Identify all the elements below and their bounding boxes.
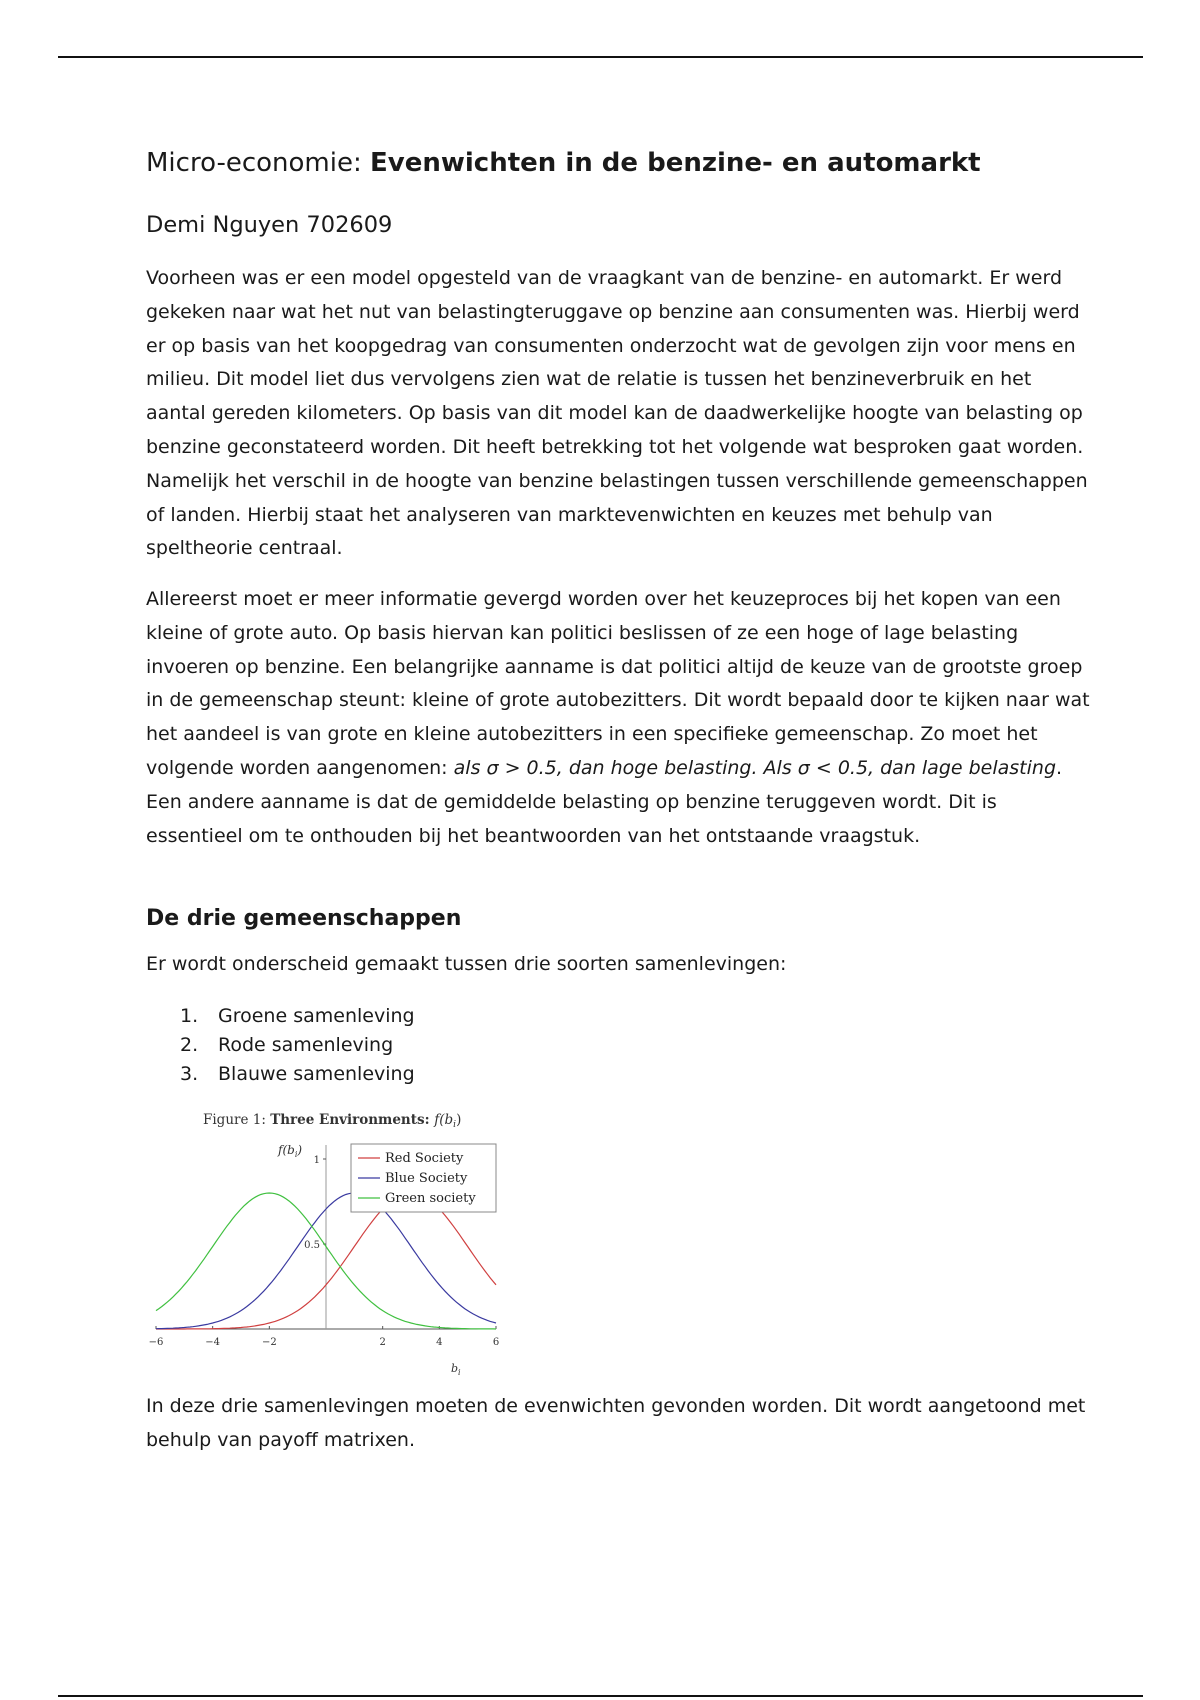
- paragraph-assumptions-part2: . Een andere aanname is dat de gemiddelde belasting op benzine teruggeven wordt. Dit is essentieel om te onthouden bij het beantwoorden van het ontstaande vraagstuk.: [146, 756, 1063, 847]
- y-tick-label: 0.5: [304, 1240, 320, 1251]
- top-rule: [58, 56, 1143, 58]
- x-tick-label: 6: [492, 1337, 500, 1348]
- x-tick-label: 2: [379, 1337, 386, 1348]
- document-title: [146, 148, 981, 178]
- figure-caption-bold: Three Environments:: [270, 1112, 435, 1128]
- legend-label-blue: Blue Society: [385, 1171, 468, 1186]
- title-prefix: Micro-economie:: [146, 148, 370, 178]
- x-tick-label: −6: [148, 1337, 164, 1348]
- list-item: [180, 1060, 415, 1089]
- figure-three-environments: [146, 1104, 506, 1384]
- y-tick-label: 1: [313, 1155, 320, 1166]
- list-number: 2.: [180, 1034, 199, 1056]
- list-number: 1.: [180, 1005, 199, 1027]
- x-axis-label-sub: i: [458, 1368, 461, 1377]
- paragraph-conclusion: In deze drie samenlevingen moeten de evenwichten gevonden worden. Dit wordt aangetoond met behulp van payoff matrixen.: [146, 1395, 1086, 1451]
- legend-label-green: Green society: [385, 1191, 476, 1206]
- x-axis-label-main: b: [451, 1362, 459, 1375]
- list-item: [180, 1031, 415, 1060]
- y-axis-label: [277, 1143, 302, 1159]
- legend: [351, 1144, 496, 1212]
- paragraph-assumptions-italic: als σ > 0.5, dan hoge belasting. Als σ < 0.5, dan lage belasting: [453, 756, 1057, 779]
- figure-caption: [203, 1112, 461, 1130]
- title-bold: Evenwichten in de benzine- en automarkt: [370, 148, 981, 178]
- society-list: [180, 1002, 415, 1089]
- list-text: Groene samenleving: [218, 1005, 415, 1027]
- list-text: Rode samenleving: [218, 1034, 394, 1056]
- paragraph-assumptions: [146, 583, 1096, 853]
- y-axis-label-close: ): [297, 1143, 303, 1157]
- figure-caption-close: ): [456, 1112, 462, 1128]
- list-item: [180, 1002, 415, 1031]
- y-axis-label-sub: i: [294, 1150, 298, 1159]
- x-axis-label: [451, 1362, 461, 1377]
- x-tick-label: 4: [436, 1337, 443, 1348]
- legend-label-red: Red Society: [385, 1151, 464, 1166]
- y-axis-label-main: f(b: [278, 1143, 295, 1157]
- section-intro: Er wordt onderscheid gemaakt tussen drie soorten samenlevingen:: [146, 953, 787, 975]
- x-tick-label: −4: [205, 1337, 221, 1348]
- figure-caption-prefix: Figure 1:: [203, 1112, 271, 1128]
- figure-caption-sub: i: [453, 1120, 457, 1130]
- figure-caption-math: f(b: [434, 1112, 454, 1128]
- section-heading: De drie gemeenschappen: [146, 906, 462, 931]
- paragraph-intro: Voorheen was er een model opgesteld van de vraagkant van de benzine- en automarkt. Er werd gekeken naar wat het nut van belastingteruggave op benzine aan consumenten was. Hierbij werd er op basis van het koopgedrag van consumenten onderzocht wat de gevolgen zijn voor mens en milieu. Dit model liet dus vervolgens zien wat de relatie is tussen het benzineverbruik en het aantal gereden kilometers. Op basis van dit model kan de daadwerkelijke hoogte van belasting op benzine geconstateerd worden. Dit heeft betrekking tot het volgende wat besproken gaat worden. Namelijk het verschil in de hoogte van benzine belastingen tussen verschillende gemeenschappen of landen. Hierbij staat het analyseren van marktevenwichten en keuzes met behulp van speltheorie centraal.: [146, 267, 1088, 560]
- bottom-rule: [58, 1695, 1143, 1697]
- x-tick-label: −2: [261, 1337, 277, 1348]
- list-text: Blauwe samenleving: [218, 1063, 415, 1085]
- paragraph-assumptions-part1: Allereerst moet er meer informatie gevergd worden over het keuzeproces bij het kopen van een kleine of grote auto. Op basis hiervan kan politici beslissen of ze een hoge of lage belasting invoeren op benzine. Een belangrijke aanname is dat politici altijd de keuze van de grootste groep in de gemeenschap steunt: kleine of grote autobezitters. Dit wordt bepaald door te kijken naar wat het aandeel is van grote en kleine autobezitters in een specifieke gemeenschap. Zo moet het volgende worden aangenomen:: [146, 588, 1090, 779]
- author-line: Demi Nguyen 702609: [146, 212, 393, 238]
- list-number: 3.: [180, 1063, 199, 1085]
